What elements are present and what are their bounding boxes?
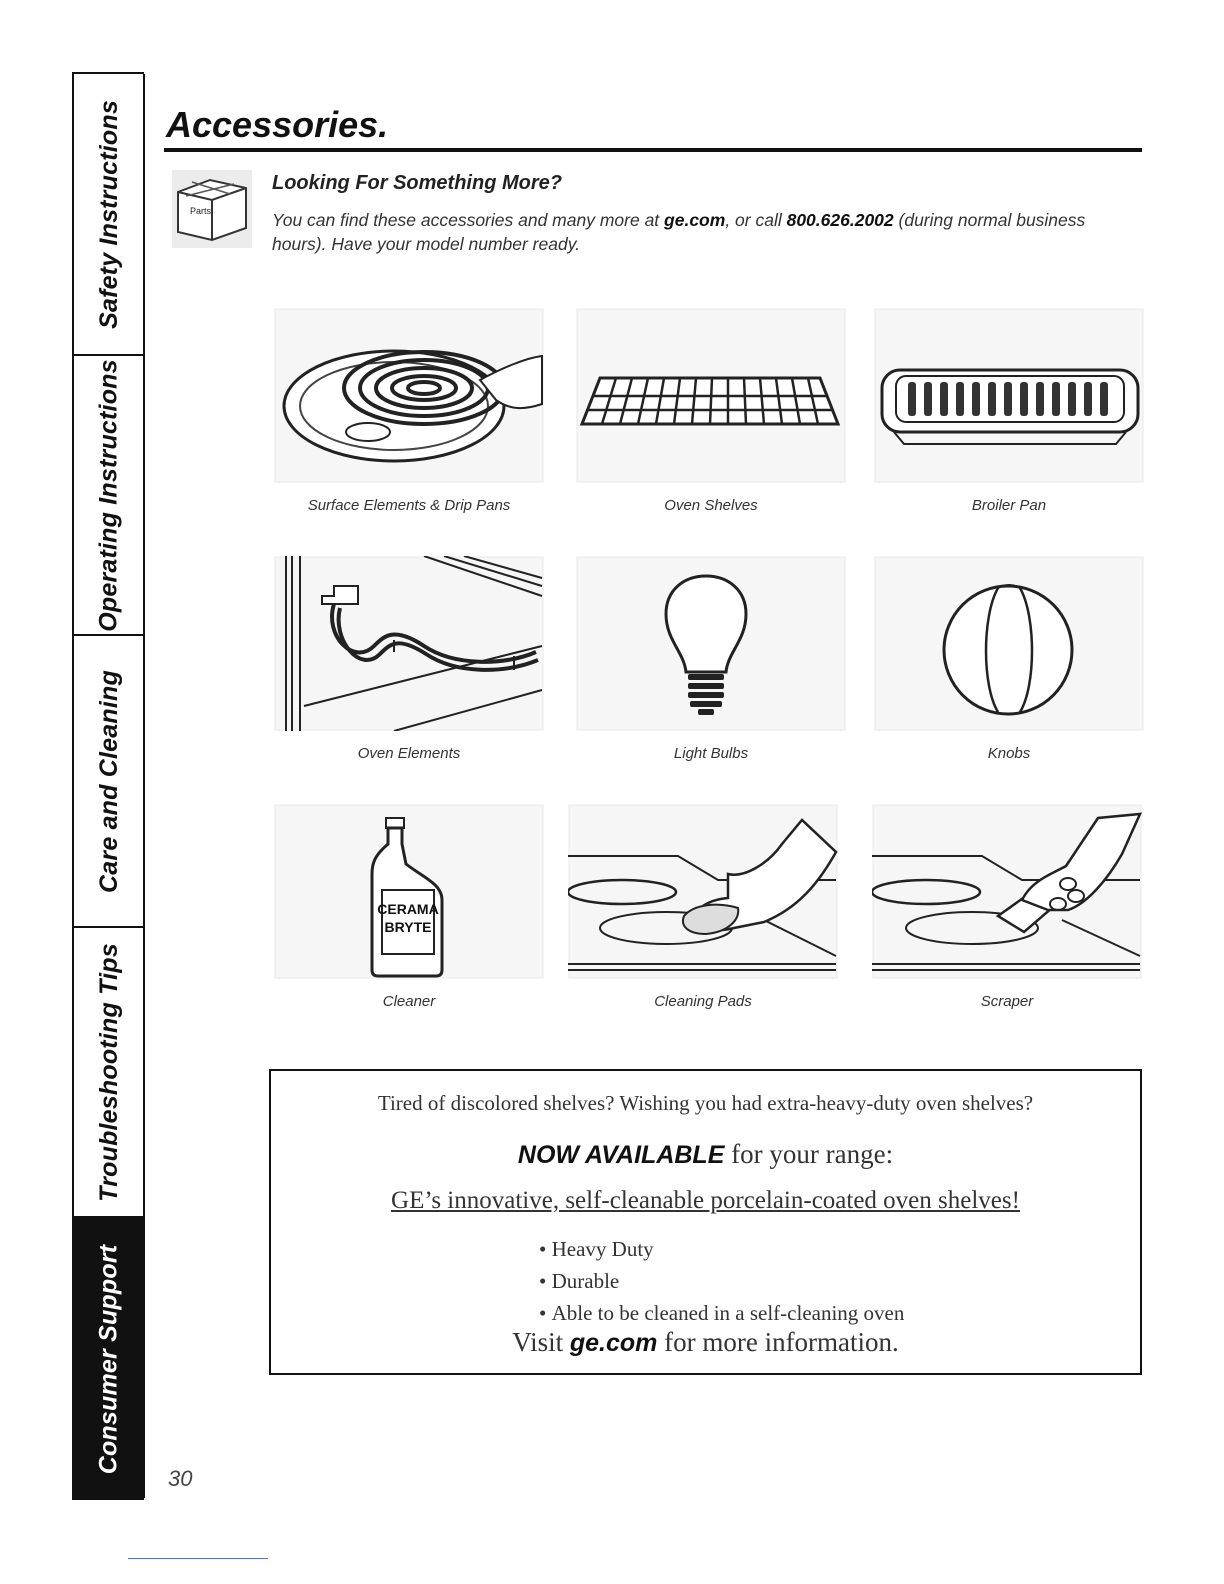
phone-number: 800.626.2002 [786, 210, 894, 230]
oven-shelves-illustration [576, 308, 846, 483]
list-item: • Able to be cleaned in a self-cleaning oven [539, 1297, 904, 1329]
cleaner-brand-text: CERAMA [377, 901, 439, 917]
ge-website-link[interactable]: ge.com [569, 1329, 658, 1357]
accessory-surface-elements [274, 308, 544, 514]
intro-text-part: (during normal business hours). Have your model number ready. [272, 210, 1086, 254]
surface-elements-illustration [274, 308, 544, 483]
intro-text [272, 208, 1112, 256]
accessory-oven-elements [274, 556, 544, 762]
accessory-label: Scraper [980, 993, 1034, 1010]
intro-text-part: You can find these accessories and many more at [272, 210, 665, 230]
broiler-pan-illustration [874, 308, 1144, 483]
feature-list [539, 1233, 904, 1329]
tab-care-and-cleaning[interactable]: Care and Cleaning [74, 636, 144, 928]
cleaning-pad-illustration [568, 804, 838, 979]
intro-text-part: , or call [725, 210, 787, 230]
light-bulb-illustration [576, 556, 846, 731]
promo-question: Tired of discolored shelves? Wishing you had extra-heavy-duty oven shelves? [377, 1091, 1034, 1115]
title-divider [164, 148, 1142, 152]
accessory-label: Oven Elements [357, 745, 461, 762]
page-title: Accessories. [166, 104, 389, 145]
accessory-label: Surface Elements & Drip Pans [307, 497, 511, 514]
oven-elements-illustration [274, 556, 544, 731]
knob-illustration [874, 556, 1144, 731]
accessory-oven-shelves [576, 308, 846, 514]
list-item: • Heavy Duty [539, 1233, 904, 1265]
ge-website-link[interactable]: ge.com [664, 210, 726, 230]
promo-availability-text: for your range: [724, 1139, 894, 1169]
page-number: 30 [168, 1466, 193, 1491]
section-tabs [72, 72, 144, 1500]
tab-operating-instructions[interactable]: Operating Instructions [74, 356, 144, 636]
footer-divider [128, 1558, 268, 1559]
accessory-label: Cleaning Pads [654, 993, 752, 1010]
cleaner-brand-text: BRYTE [384, 919, 432, 935]
parts-icon-label: Parts [190, 206, 212, 216]
accessory-label: Knobs [987, 745, 1031, 762]
promo-box [269, 1069, 1142, 1375]
promo-headline: GE’s innovative, self-cleanable porcelain-coated oven shelves! [391, 1187, 1020, 1214]
accessory-cleaner [274, 804, 544, 1010]
promo-availability [271, 1139, 1140, 1170]
tab-consumer-support[interactable]: Consumer Support [74, 1218, 144, 1500]
accessory-cleaning-pads [568, 804, 838, 1010]
parts-box-icon [172, 170, 252, 248]
now-available-label: NOW AVAILABLE [517, 1141, 725, 1169]
accessory-knobs [874, 556, 1144, 762]
tab-troubleshooting-tips[interactable]: Troubleshooting Tips [74, 928, 144, 1218]
section-heading: Looking For Something More? [272, 172, 562, 194]
accessory-label: Broiler Pan [971, 497, 1047, 514]
scraper-illustration [872, 804, 1142, 979]
tab-safety-instructions[interactable]: Safety Instructions [74, 74, 144, 356]
accessory-label: Light Bulbs [673, 745, 749, 762]
accessory-scraper [872, 804, 1142, 1010]
accessory-broiler-pan [874, 308, 1144, 514]
visit-line [271, 1327, 1140, 1358]
cleaner-bottle-illustration [274, 804, 544, 979]
accessory-label: Oven Shelves [664, 497, 758, 514]
accessory-label: Cleaner [382, 993, 436, 1010]
list-item: • Durable [539, 1265, 904, 1297]
visit-text: for more information. [657, 1327, 899, 1357]
visit-text: Visit [512, 1327, 570, 1357]
accessory-light-bulbs [576, 556, 846, 762]
